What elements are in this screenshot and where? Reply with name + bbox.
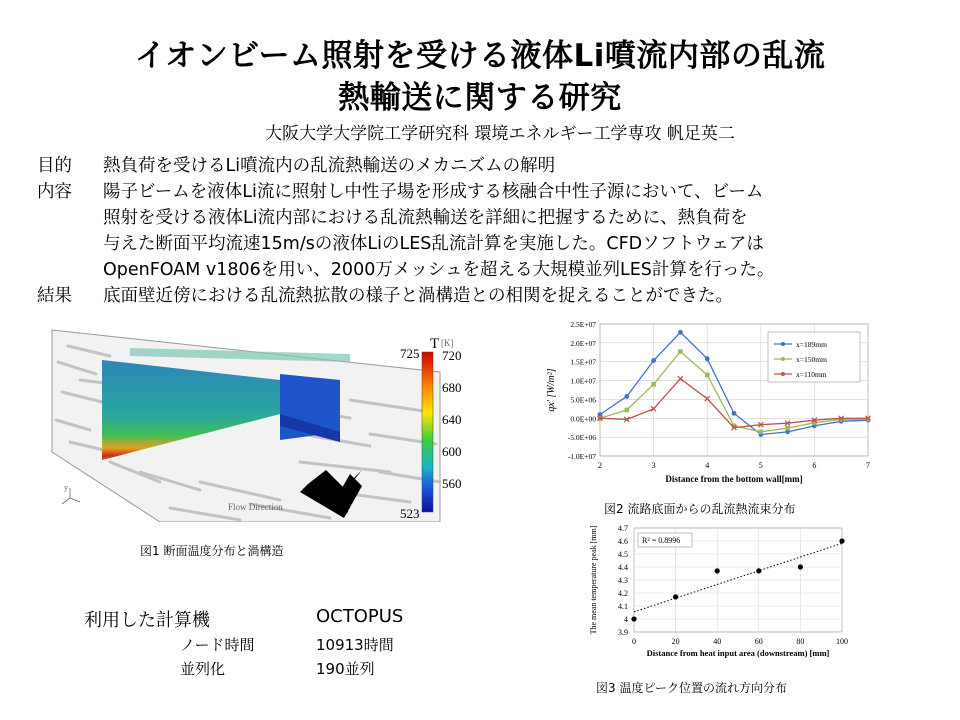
data-point (705, 373, 710, 378)
x-tick-label: 40 (713, 637, 722, 646)
data-point (651, 382, 656, 387)
flow-direction-label: Flow Direction (228, 502, 283, 512)
body-text: 熱負荷を受けるLi噴流内の乱流熱輸送のメカニズムの解明 (103, 156, 556, 176)
data-point (715, 568, 720, 573)
x-tick-label: 60 (754, 637, 763, 646)
data-point (678, 330, 683, 335)
body-line-content-3 (0, 232, 960, 258)
x-tick-label: 5 (758, 461, 763, 470)
y-tick-label: 2.0E+07 (570, 338, 596, 348)
colorbar-tick: 600 (442, 444, 462, 459)
colorbar-max: 725 (400, 346, 420, 361)
body-line-content-4 (0, 258, 960, 284)
x-axis-label: Distance from heat input area (downstream) [mm] (646, 648, 830, 658)
x-tick-label: 0 (632, 637, 636, 646)
data-point (678, 349, 683, 354)
body-text: OpenFOAM v1806を用い、2000万メッシュを超える大規模並列LES計算を行った。 (103, 260, 775, 280)
data-point (798, 564, 803, 569)
y-tick-label: 4.4 (618, 563, 628, 572)
y-tick-label: 4.1 (618, 602, 628, 611)
colorbar-unit: [K] (441, 338, 454, 348)
y-tick-label: 4.5 (618, 550, 628, 559)
x-axis-label: Distance from the bottom wall[mm] (665, 474, 803, 484)
compute-row-key: ノード時間 (180, 636, 255, 654)
data-point (732, 411, 737, 416)
y-tick-label: 2.5E+07 (570, 320, 596, 329)
compute-resources (84, 606, 444, 686)
x-tick-label: 20 (671, 637, 680, 646)
data-point (673, 594, 678, 599)
y-tick-label: 1.5E+07 (570, 357, 596, 367)
figure1-simulation-image (50, 322, 470, 522)
y-tick-label: 5.0E+06 (570, 395, 596, 405)
body-text: 陽子ビームを液体Li流に照射し中性子場を形成する核融合中性子源において、ビーム (103, 182, 764, 202)
compute-row-value: 10913時間 (316, 636, 394, 654)
y-tick-label: 4.6 (618, 537, 628, 546)
y-tick-label: -1.0E+07 (567, 452, 596, 461)
y-tick-label: 4.3 (618, 576, 628, 585)
y-tick-label: 4.2 (618, 589, 628, 598)
y-tick-label: 4 (624, 615, 628, 624)
compute-label: 利用した計算機 (84, 610, 210, 631)
y-axis-label: The mean temperature peak [mm] (589, 525, 598, 635)
body-line-content-2 (0, 206, 960, 232)
body-label: 目的 (37, 156, 72, 176)
y-tick-label: 4.7 (618, 524, 628, 533)
data-point (705, 356, 710, 361)
page-title-line1: イオンビーム照射を受ける液体Li噴流内部の乱流 (134, 38, 826, 74)
x-tick-label: 2 (598, 461, 602, 470)
colorbar-title: T (430, 336, 440, 352)
compute-row-value: 190並列 (316, 660, 375, 678)
body-line-content (0, 180, 960, 206)
data-point (631, 616, 636, 621)
body-line-result (0, 284, 960, 310)
data-point (839, 538, 844, 543)
data-point (756, 568, 761, 573)
figure1-caption: 図1 断面温度分布と渦構造 (140, 544, 284, 558)
axis-triad-label: y (64, 483, 68, 492)
colorbar-tick: 640 (442, 412, 462, 427)
x-tick-label: 3 (651, 461, 656, 470)
legend-marker (781, 357, 785, 361)
legend-label: x=189mm (796, 340, 827, 349)
y-tick-label: 0.0E+00 (570, 414, 596, 424)
x-tick-label: 100 (836, 637, 848, 646)
y-tick-label: 1.0E+07 (570, 376, 596, 386)
x-tick-label: 4 (705, 461, 710, 470)
figure3-chart (570, 522, 860, 667)
compute-row-key: 並列化 (180, 660, 226, 678)
colorbar-tick: 560 (442, 476, 462, 491)
y-tick-label: 3.9 (618, 628, 628, 637)
author-affiliation: 大阪大学大学院工学研究科 環境エネルギー工学専攻 帆足英二 (265, 124, 735, 144)
body-text: 与えた断面平均流速15m/sの液体LiのLES乱流計算を実施した。CFDソフトウェアは (103, 234, 764, 254)
figure3-caption: 図3 温度ピーク位置の流れ方向分布 (596, 681, 787, 695)
body-line-purpose (0, 154, 960, 180)
colorbar-min: 523 (400, 506, 420, 521)
page-title-line2: 熱輸送に関する研究 (338, 80, 622, 116)
colorbar-tick: 720 (442, 348, 462, 363)
body-label: 結果 (37, 286, 72, 306)
body-text: 底面壁近傍における乱流熱拡散の様子と渦構造との相関を捉えることができた。 (103, 286, 733, 306)
body-label: 内容 (37, 182, 72, 202)
data-point (624, 394, 629, 399)
figure2-caption: 図2 流路底面からの乱流熱流束分布 (604, 502, 796, 516)
y-tick-label: -5.0E+06 (567, 433, 596, 443)
figure2-chart (540, 316, 880, 492)
data-point (785, 426, 790, 431)
x-tick-label: 80 (796, 637, 805, 646)
x-tick-label: 7 (866, 461, 870, 470)
body-text: 照射を受ける液体Li流内部における乱流熱輸送を詳細に把握するために、熱負荷を (103, 208, 748, 228)
legend-marker (781, 372, 785, 376)
data-point (625, 408, 630, 413)
legend-label: x=150mm (796, 355, 827, 364)
legend-label: x=110mm (796, 370, 827, 379)
data-point (651, 358, 656, 363)
data-point (759, 430, 764, 435)
x-tick-label: 6 (812, 461, 817, 470)
r-squared-annotation: R² = 0.8996 (642, 536, 681, 545)
y-axis-label: qx' [W/m²] (546, 368, 557, 412)
legend-marker (781, 342, 785, 346)
colorbar-tick: 680 (442, 380, 462, 395)
compute-machine: OCTOPUS (316, 606, 404, 627)
